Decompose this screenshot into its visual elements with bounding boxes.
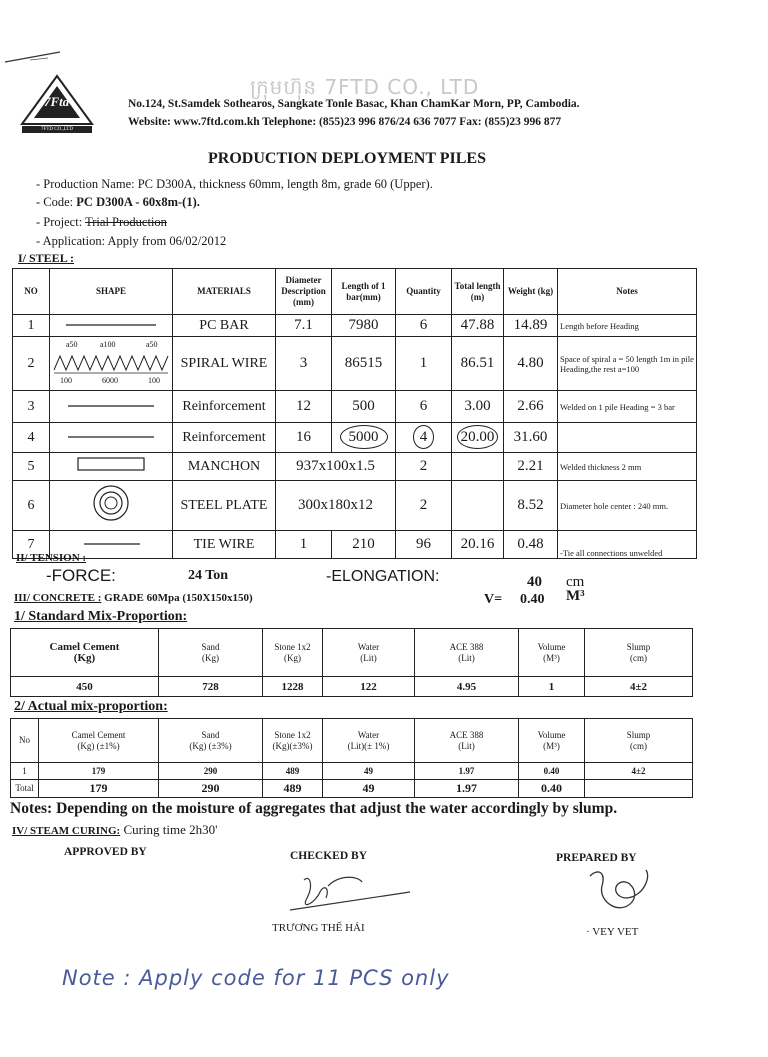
col-slump — [585, 629, 693, 677]
prepared-by-name: · VEY VET — [586, 926, 639, 938]
steel-row-3 — [13, 391, 697, 423]
value-slump — [585, 780, 693, 798]
steel-row-7 — [13, 531, 697, 559]
checked-by-label: CHECKED BY — [290, 850, 367, 862]
value-stone: 489 — [263, 780, 323, 798]
col-cement — [39, 719, 159, 763]
value-water: 49 — [323, 763, 415, 780]
col-cement-name: Camel Cement — [49, 640, 120, 653]
cell-no: 5 — [13, 453, 50, 481]
standard-mix-header — [11, 629, 693, 677]
code-label: - Code: — [36, 195, 77, 209]
col-stone-name: Stone 1x2 — [274, 729, 311, 740]
value-stone: 489 — [263, 763, 323, 780]
cell-length: 86515 — [332, 337, 396, 391]
cell-quantity: 96 — [396, 531, 452, 559]
value-volume: 1 — [519, 677, 585, 697]
col-volume-unit: (M³) — [543, 652, 560, 663]
handwritten-note: Note : Apply code for 11 PCS only — [62, 966, 450, 990]
shape-plate — [50, 481, 173, 531]
cell-dimension: 300x180x12 — [276, 481, 396, 531]
actual-mix-total — [11, 780, 693, 798]
cell-note: Diameter hole center : 240 mm. — [558, 481, 697, 531]
col-ace-unit: (Lit) — [458, 652, 475, 663]
shape-bar — [50, 391, 173, 423]
value-cement: 179 — [39, 763, 159, 780]
value-sand: 290 — [159, 780, 263, 798]
cell-material: PC BAR — [173, 315, 276, 337]
notes-line — [10, 800, 617, 818]
col-stone — [263, 719, 323, 763]
col-shape: SHAPE — [50, 269, 173, 315]
steam-curing-text: Curing time 2h30' — [123, 822, 218, 837]
value-water: 122 — [323, 677, 415, 697]
logo-text: 7Ftd — [44, 94, 70, 109]
circled-quantity: 4 — [413, 425, 435, 449]
col-cement-name: Camel Cement — [71, 729, 126, 740]
company-logo — [18, 72, 96, 134]
cell-weight: 31.60 — [504, 423, 558, 453]
cell-quantity: 6 — [396, 391, 452, 423]
cell-diameter: 16 — [276, 423, 332, 453]
cell-weight: 14.89 — [504, 315, 558, 337]
spiral-label-a2: a100 — [100, 339, 116, 349]
cell-material: STEEL PLATE — [173, 481, 276, 531]
cell-total: 3.00 — [452, 391, 504, 423]
project-line — [36, 215, 167, 230]
col-length: Length of 1 bar(mm) — [332, 269, 396, 315]
cell-note: Welded on 1 pile Heading = 3 bar — [558, 391, 697, 423]
value-ace: 1.97 — [415, 763, 519, 780]
elongation-unit: cm — [566, 574, 585, 590]
company-contact: Website: www.7ftd.com.kh Telephone: (855)23 996 876/24 636 7077 Fax: (855)23 996 877 — [128, 116, 562, 128]
standard-mix-heading: 1/ Standard Mix-Proportion: — [14, 609, 188, 624]
shape-bar — [50, 315, 173, 337]
cell-material: MANCHON — [173, 453, 276, 481]
value-sand: 728 — [159, 677, 263, 697]
value-slump: 4±2 — [585, 763, 693, 780]
cell-quantity: 1 — [396, 337, 452, 391]
cell-diameter: 3 — [276, 337, 332, 391]
steel-heading: I/ STEEL : — [18, 251, 75, 265]
shape-bar — [50, 423, 173, 453]
cell-note: Space of spiral a = 50 length 1m in pile Heading,the rest a=100 — [558, 337, 697, 391]
pen-scribble — [0, 40, 80, 70]
spiral-label-a3: a50 — [146, 339, 158, 349]
steel-row-1 — [13, 315, 697, 337]
prepared-by-label: PREPARED BY — [556, 852, 637, 864]
col-slump-unit: (cm) — [630, 652, 647, 663]
col-diameter: Diameter Description (mm) — [276, 269, 332, 315]
spiral-drawing — [50, 350, 172, 374]
value-cement: 450 — [11, 677, 159, 697]
cell-no: 6 — [13, 481, 50, 531]
project-label: - Project: — [36, 215, 86, 229]
cell-quantity-circled — [396, 423, 452, 453]
cell-material: TIE WIRE — [173, 531, 276, 559]
code-line — [36, 195, 200, 210]
shape-spiral — [50, 337, 173, 391]
cell-length: 210 — [332, 531, 396, 559]
col-cement-unit: (Kg) (±1%) — [77, 740, 120, 751]
steam-curing-line — [12, 822, 218, 838]
cell-quantity: 6 — [396, 315, 452, 337]
col-notes: Notes — [558, 269, 697, 315]
spiral-label-a1: a50 — [66, 339, 78, 349]
standard-mix-table — [10, 628, 693, 697]
actual-mix-heading: 2/ Actual mix-proportion: — [14, 699, 168, 714]
application-line: - Application: Apply from 06/02/2012 — [36, 234, 227, 248]
col-stone-unit: (Kg)(±3%) — [272, 740, 313, 751]
cell-weight: 2.21 — [504, 453, 558, 481]
col-weight: Weight (kg) — [504, 269, 558, 315]
col-volume — [519, 629, 585, 677]
elongation-value: 40 — [527, 574, 542, 590]
col-slump-unit: (cm) — [630, 740, 647, 751]
col-slump-name: Slump — [626, 729, 651, 740]
notes-text: Depending on the moisture of aggregates that adjust the water accordingly by slump. — [56, 800, 618, 817]
actual-mix-table — [10, 718, 693, 798]
cell-dimension: 937x100x1.5 — [276, 453, 396, 481]
project-value: Trial Production — [85, 215, 167, 229]
cell-total-circled — [452, 423, 504, 453]
col-stone-name: Stone 1x2 — [274, 641, 311, 652]
col-volume — [519, 719, 585, 763]
value-water: 49 — [323, 780, 415, 798]
spiral-label-b2: 6000 — [102, 375, 118, 385]
company-watermark: ក្រុមហ៊ុន 7FTD CO., LTD — [250, 75, 480, 99]
value-volume: 0.40 — [519, 763, 585, 780]
col-no: No — [11, 719, 39, 763]
col-sand — [159, 629, 263, 677]
approved-by-label: APPROVED BY — [64, 846, 147, 858]
col-total: Total length (m) — [452, 269, 504, 315]
col-ace-name: ACE 388 — [449, 729, 484, 740]
col-ace — [415, 629, 519, 677]
cell-note — [558, 423, 697, 453]
value-sand: 290 — [159, 763, 263, 780]
cell-diameter: 1 — [276, 531, 332, 559]
steel-header-row — [13, 269, 697, 315]
col-cement — [11, 629, 159, 677]
steel-row-2 — [13, 337, 697, 391]
col-stone — [263, 629, 323, 677]
concrete-heading: III/ CONCRETE : — [14, 592, 102, 604]
col-sand-name: Sand — [201, 641, 220, 652]
concrete-line — [14, 592, 253, 604]
col-sand-unit: (Kg) — [202, 652, 219, 663]
cell-total: 47.88 — [452, 315, 504, 337]
cell-total-label: Total — [11, 780, 39, 798]
col-ace-name: ACE 388 — [449, 641, 484, 652]
cell-material: Reinforcement — [173, 391, 276, 423]
logo-subtext: 7FTD CO.,LTD — [41, 127, 73, 132]
steel-row-6 — [13, 481, 697, 531]
notes-label: Notes: — [10, 800, 53, 817]
col-water-name: Water — [357, 729, 380, 740]
col-volume-name: Volume — [537, 729, 566, 740]
col-sand-name: Sand — [201, 729, 220, 740]
col-water — [323, 629, 415, 677]
cell-total — [452, 453, 504, 481]
col-ace — [415, 719, 519, 763]
code-value: PC D300A - 60x8m-(1). — [76, 195, 200, 209]
volume-label: V= — [484, 592, 503, 607]
cell-weight: 4.80 — [504, 337, 558, 391]
checked-signature — [280, 866, 420, 922]
value-volume: 0.40 — [519, 780, 585, 798]
cell-total: 20.16 — [452, 531, 504, 559]
col-water-name: Water — [357, 641, 380, 652]
col-materials: MATERIALS — [173, 269, 276, 315]
col-volume-name: Volume — [537, 641, 566, 652]
cell-no: 2 — [13, 337, 50, 391]
cell-no: 1 — [13, 315, 50, 337]
cell-quantity: 2 — [396, 481, 452, 531]
cell-material: SPIRAL WIRE — [173, 337, 276, 391]
col-cement-unit: (Kg) — [73, 651, 96, 664]
cell-diameter: 7.1 — [276, 315, 332, 337]
cell-no: 4 — [13, 423, 50, 453]
production-name: - Production Name: PC D300A, thickness 60mm, length 8m, grade 60 (Upper). — [36, 177, 433, 191]
standard-mix-values — [11, 677, 693, 697]
cell-note: Welded thickness 2 mm — [558, 453, 697, 481]
cell-total: 86.51 — [452, 337, 504, 391]
col-no: NO — [13, 269, 50, 315]
company-address: No.124, St.Samdek Sothearos, Sangkate Tonle Basac, Khan ChamKar Morn, PP, Cambodia. — [128, 98, 580, 110]
cell-length-circled — [332, 423, 396, 453]
col-water-unit: (Lit)(± 1%) — [347, 740, 390, 751]
circled-length: 5000 — [340, 425, 388, 449]
col-ace-unit: (Lit) — [458, 740, 475, 751]
force-label: -FORCE: — [46, 566, 116, 585]
cell-length: 7980 — [332, 315, 396, 337]
col-volume-unit: (M³) — [543, 740, 560, 751]
value-cement: 179 — [39, 780, 159, 798]
cell-no: 7 — [13, 531, 50, 559]
col-stone-unit: (Kg) — [284, 652, 301, 663]
spiral-label-b1: 100 — [60, 375, 72, 385]
prepared-signature — [580, 862, 670, 932]
page-title: PRODUCTION DEPLOYMENT PILES — [208, 150, 486, 167]
cell-quantity: 2 — [396, 453, 452, 481]
col-quantity: Quantity — [396, 269, 452, 315]
force-value: 24 Ton — [188, 568, 229, 583]
prepared-name-text: VEY VET — [592, 926, 639, 938]
steel-row-5 — [13, 453, 697, 481]
checked-by-name: TRƯƠNG THẾ HẢI — [272, 922, 365, 934]
steel-table — [12, 268, 697, 559]
spiral-label-b3: 100 — [148, 375, 160, 385]
col-sand — [159, 719, 263, 763]
col-sand-unit: (Kg) (±3%) — [189, 740, 232, 751]
actual-mix-header — [11, 719, 693, 763]
concrete-grade: GRADE 60Mpa (150X150x150) — [104, 592, 253, 604]
col-slump-name: Slump — [626, 641, 651, 652]
shape-rectangle — [50, 453, 173, 481]
col-slump — [585, 719, 693, 763]
tension-heading: II/ TENSION : — [16, 552, 87, 564]
value-ace: 4.95 — [415, 677, 519, 697]
cell-note: -Tie all connections unwelded — [558, 531, 697, 559]
cell-no: 1 — [11, 763, 39, 780]
cell-no: 3 — [13, 391, 50, 423]
cell-note: Length before Heading — [558, 315, 697, 337]
value-stone: 1228 — [263, 677, 323, 697]
elongation-label: -ELONGATION: — [326, 568, 440, 585]
cell-length: 500 — [332, 391, 396, 423]
cell-material: Reinforcement — [173, 423, 276, 453]
cell-diameter: 12 — [276, 391, 332, 423]
cell-weight: 8.52 — [504, 481, 558, 531]
steam-curing-heading: IV/ STEAM CURING: — [12, 825, 121, 837]
value-slump: 4±2 — [585, 677, 693, 697]
cell-total — [452, 481, 504, 531]
circled-total: 20.00 — [457, 425, 499, 449]
actual-mix-row-1 — [11, 763, 693, 780]
volume-value: 0.40 — [520, 592, 545, 607]
col-water — [323, 719, 415, 763]
steel-row-4 — [13, 423, 697, 453]
volume-unit: M³ — [566, 588, 585, 604]
cell-weight: 2.66 — [504, 391, 558, 423]
value-ace: 1.97 — [415, 780, 519, 798]
col-water-unit: (Lit) — [360, 652, 377, 663]
cell-weight: 0.48 — [504, 531, 558, 559]
